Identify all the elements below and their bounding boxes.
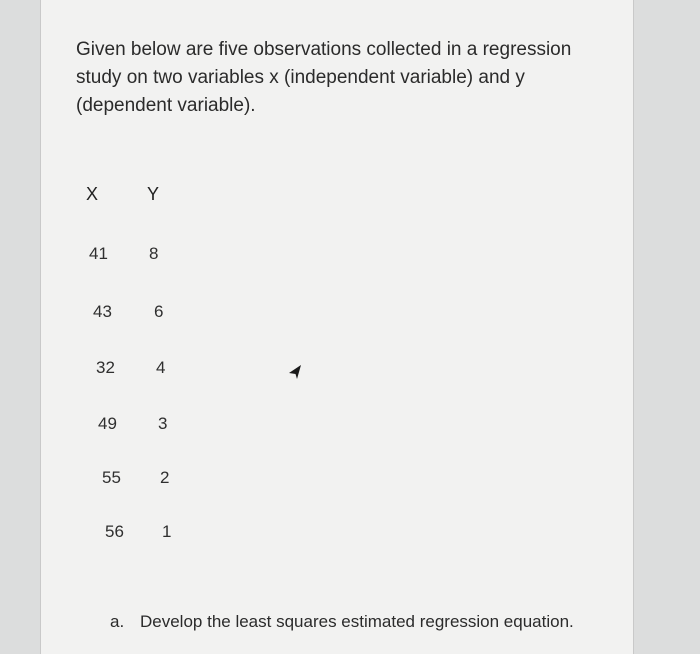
row-6-y: 1	[162, 522, 172, 541]
header-x: X	[86, 184, 99, 204]
intro-paragraph: Given below are five observations collected in a regression study on two variables x (independent variable) and y (dependent variable).	[76, 39, 572, 116]
row-4-x: 49	[98, 414, 117, 433]
row-3-y: 4	[156, 358, 166, 377]
row-1-x: 41	[89, 244, 108, 263]
header-y: Y	[147, 184, 160, 204]
row-3-x: 32	[96, 358, 115, 377]
mouse-cursor-icon	[288, 364, 302, 380]
question-text: Develop the least squares estimated regression equation.	[140, 612, 574, 631]
question-a	[110, 612, 574, 632]
row-2-y: 6	[154, 302, 164, 321]
row-5-x: 55	[102, 468, 121, 487]
row-1-y: 8	[149, 244, 159, 263]
row-2-x: 43	[93, 302, 112, 321]
question-marker: a.	[110, 612, 125, 631]
row-4-y: 3	[158, 414, 168, 433]
row-6-x: 56	[105, 522, 124, 541]
row-5-y: 2	[160, 468, 170, 487]
